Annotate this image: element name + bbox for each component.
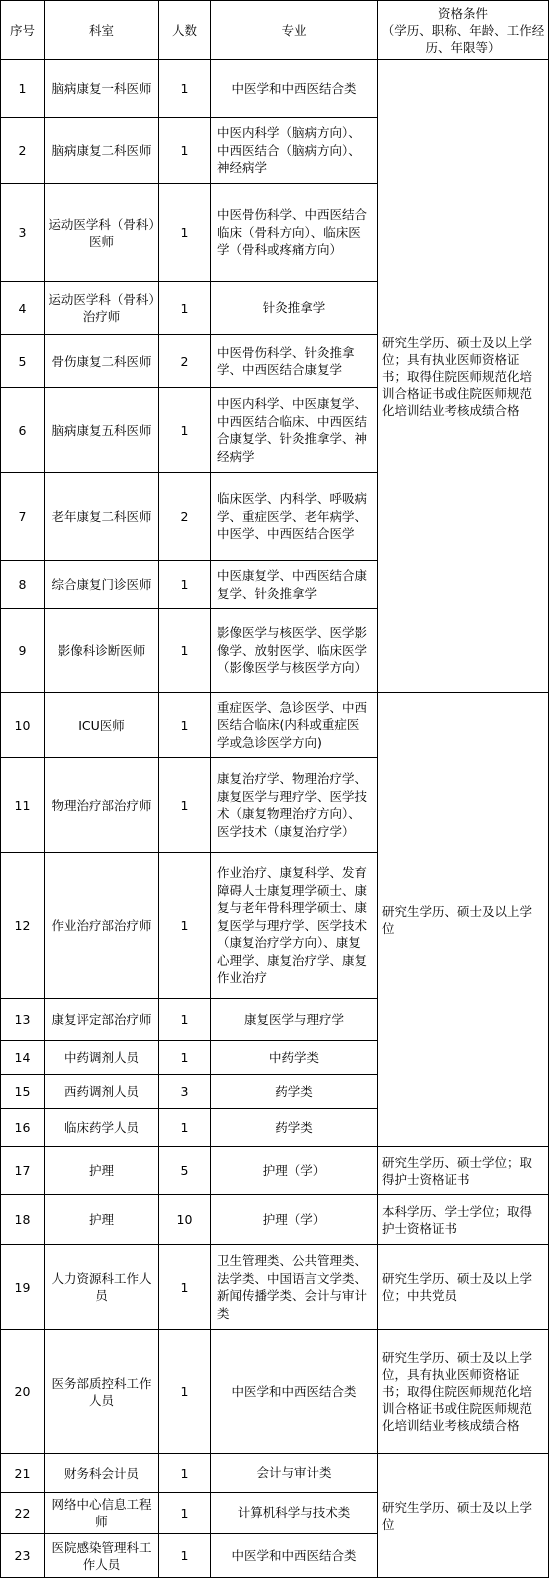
row-major: 药学类 bbox=[211, 1109, 378, 1147]
row-count: 1 bbox=[159, 1245, 211, 1330]
row-count: 1 bbox=[159, 561, 211, 609]
row-dept: 物理治疗部治疗师 bbox=[45, 758, 159, 853]
row-count: 1 bbox=[159, 1109, 211, 1147]
row-no: 4 bbox=[1, 282, 45, 335]
row-major: 卫生管理类、公共管理类、法学类、中国语言文学类、新闻传播学类、会计与审计类 bbox=[211, 1245, 378, 1330]
row-dept: ICU医师 bbox=[45, 693, 159, 758]
row-no: 22 bbox=[1, 1493, 45, 1534]
row-count: 1 bbox=[159, 388, 211, 473]
row-major: 中医学和中西医结合类 bbox=[211, 1330, 378, 1454]
header-row bbox=[1, 1, 549, 60]
row-no: 3 bbox=[1, 184, 45, 282]
row-major: 中医内科学、中医康复学、中西医结合临床、中西医结合康复学、针灸推拿学、神经病学 bbox=[211, 388, 378, 473]
row-dept: 护理 bbox=[45, 1195, 159, 1245]
row-count: 1 bbox=[159, 853, 211, 999]
row-count: 1 bbox=[159, 1041, 211, 1075]
row-count: 1 bbox=[159, 60, 211, 118]
row-count: 1 bbox=[159, 118, 211, 184]
table-row bbox=[1, 1330, 549, 1454]
row-no: 9 bbox=[1, 609, 45, 693]
row-no: 17 bbox=[1, 1147, 45, 1195]
row-major: 会计与审计类 bbox=[211, 1454, 378, 1493]
row-count: 2 bbox=[159, 473, 211, 561]
row-count: 1 bbox=[159, 1454, 211, 1493]
table-row bbox=[1, 1245, 549, 1330]
row-major: 作业治疗、康复科学、发育障碍人士康复理学硕士、康复与老年骨科理学硕士、康复医学与理疗学、医学技术（康复治疗学方向）、康复心理学、康复治疗学、康复作业治疗 bbox=[211, 853, 378, 999]
row-no: 19 bbox=[1, 1245, 45, 1330]
row-no: 5 bbox=[1, 335, 45, 388]
row-no: 1 bbox=[1, 60, 45, 118]
row-no: 20 bbox=[1, 1330, 45, 1454]
row-no: 2 bbox=[1, 118, 45, 184]
row-major: 中医骨伤科学、中西医结合临床（骨科方向）、临床医学（骨科或疼痛方向） bbox=[211, 184, 378, 282]
row-dept: 中药调剂人员 bbox=[45, 1041, 159, 1075]
row-dept: 护理 bbox=[45, 1147, 159, 1195]
row-major: 针灸推拿学 bbox=[211, 282, 378, 335]
table-row bbox=[1, 60, 549, 118]
header-no: 序号 bbox=[1, 1, 45, 60]
row-dept: 综合康复门诊医师 bbox=[45, 561, 159, 609]
row-major: 重症医学、急诊医学、中西医结合临床(内科或重症医学或急诊医学方向) bbox=[211, 693, 378, 758]
qualification-cell: 研究生学历、硕士及以上学位 bbox=[378, 1454, 549, 1578]
row-dept: 骨伤康复二科医师 bbox=[45, 335, 159, 388]
row-dept: 老年康复二科医师 bbox=[45, 473, 159, 561]
row-count: 10 bbox=[159, 1195, 211, 1245]
row-count: 2 bbox=[159, 335, 211, 388]
row-major: 中药学类 bbox=[211, 1041, 378, 1075]
table-row bbox=[1, 693, 549, 758]
row-no: 10 bbox=[1, 693, 45, 758]
row-count: 1 bbox=[159, 693, 211, 758]
row-count: 1 bbox=[159, 999, 211, 1041]
row-dept: 财务科会计员 bbox=[45, 1454, 159, 1493]
qualification-cell: 研究生学历、硕士及以上学位，具有执业医师资格证书；取得住院医师规范化培训合格证书或住院医师规范化培训结业考核成绩合格 bbox=[378, 1330, 549, 1454]
row-no: 13 bbox=[1, 999, 45, 1041]
row-count: 1 bbox=[159, 282, 211, 335]
header-major: 专业 bbox=[211, 1, 378, 60]
row-no: 11 bbox=[1, 758, 45, 853]
row-dept: 影像科诊断医师 bbox=[45, 609, 159, 693]
row-dept: 医务部质控科工作人员 bbox=[45, 1330, 159, 1454]
row-count: 1 bbox=[159, 609, 211, 693]
row-count: 1 bbox=[159, 184, 211, 282]
row-dept: 人力资源科工作人员 bbox=[45, 1245, 159, 1330]
row-no: 6 bbox=[1, 388, 45, 473]
row-dept: 脑病康复一科医师 bbox=[45, 60, 159, 118]
qualification-cell: 本科学历、学士学位；取得护士资格证书 bbox=[378, 1195, 549, 1245]
row-major: 药学类 bbox=[211, 1075, 378, 1109]
qualification-cell: 研究生学历、硕士及以上学位 bbox=[378, 693, 549, 1147]
table-row bbox=[1, 1147, 549, 1195]
row-count: 1 bbox=[159, 1330, 211, 1454]
row-major: 护理（学） bbox=[211, 1147, 378, 1195]
row-dept: 西药调剂人员 bbox=[45, 1075, 159, 1109]
qualification-cell: 研究生学历、硕士及以上学位；中共党员 bbox=[378, 1245, 549, 1330]
row-count: 1 bbox=[159, 1493, 211, 1534]
row-no: 15 bbox=[1, 1075, 45, 1109]
row-dept: 临床药学人员 bbox=[45, 1109, 159, 1147]
table-row bbox=[1, 1195, 549, 1245]
row-count: 1 bbox=[159, 1534, 211, 1578]
header-count: 人数 bbox=[159, 1, 211, 60]
row-dept: 医院感染管理科工作人员 bbox=[45, 1534, 159, 1578]
header-dept: 科室 bbox=[45, 1, 159, 60]
row-no: 12 bbox=[1, 853, 45, 999]
row-no: 23 bbox=[1, 1534, 45, 1578]
row-dept: 运动医学科（骨科）医师 bbox=[45, 184, 159, 282]
row-major: 临床医学、内科学、呼吸病学、重症医学、老年病学、中医学、中西医结合医学 bbox=[211, 473, 378, 561]
row-major: 护理（学） bbox=[211, 1195, 378, 1245]
row-major: 康复医学与理疗学 bbox=[211, 999, 378, 1041]
qualification-cell: 研究生学历、硕士及以上学位；具有执业医师资格证书；取得住院医师规范化培训合格证书或住院医师规范化培训结业考核成绩合格 bbox=[378, 60, 549, 693]
row-major: 康复治疗学、物理治疗学、康复医学与理疗学、医学技术（康复物理治疗方向）、医学技术（康复治疗学） bbox=[211, 758, 378, 853]
row-major: 中医学和中西医结合类 bbox=[211, 1534, 378, 1578]
row-no: 21 bbox=[1, 1454, 45, 1493]
row-major: 影像医学与核医学、医学影像学、放射医学、临床医学（影像医学与核医学方向） bbox=[211, 609, 378, 693]
table-row bbox=[1, 1454, 549, 1493]
row-count: 5 bbox=[159, 1147, 211, 1195]
row-no: 16 bbox=[1, 1109, 45, 1147]
row-major: 计算机科学与技术类 bbox=[211, 1493, 378, 1534]
row-dept: 康复评定部治疗师 bbox=[45, 999, 159, 1041]
row-major: 中医骨伤科学、针灸推拿学、中西医结合康复学 bbox=[211, 335, 378, 388]
row-count: 1 bbox=[159, 758, 211, 853]
row-dept: 脑病康复二科医师 bbox=[45, 118, 159, 184]
row-no: 7 bbox=[1, 473, 45, 561]
row-major: 中医康复学、中西医结合康复学、针灸推拿学 bbox=[211, 561, 378, 609]
row-no: 8 bbox=[1, 561, 45, 609]
header-qual: 资格条件 （学历、职称、年龄、工作经历、年限等） bbox=[378, 1, 549, 60]
row-no: 18 bbox=[1, 1195, 45, 1245]
row-dept: 运动医学科（骨科）治疗师 bbox=[45, 282, 159, 335]
row-major: 中医学和中西医结合类 bbox=[211, 60, 378, 118]
row-no: 14 bbox=[1, 1041, 45, 1075]
row-dept: 作业治疗部治疗师 bbox=[45, 853, 159, 999]
qualification-cell: 研究生学历、硕士学位；取得护士资格证书 bbox=[378, 1147, 549, 1195]
row-dept: 网络中心信息工程师 bbox=[45, 1493, 159, 1534]
row-major: 中医内科学（脑病方向）、中西医结合（脑病方向）、神经病学 bbox=[211, 118, 378, 184]
row-dept: 脑病康复五科医师 bbox=[45, 388, 159, 473]
row-count: 3 bbox=[159, 1075, 211, 1109]
